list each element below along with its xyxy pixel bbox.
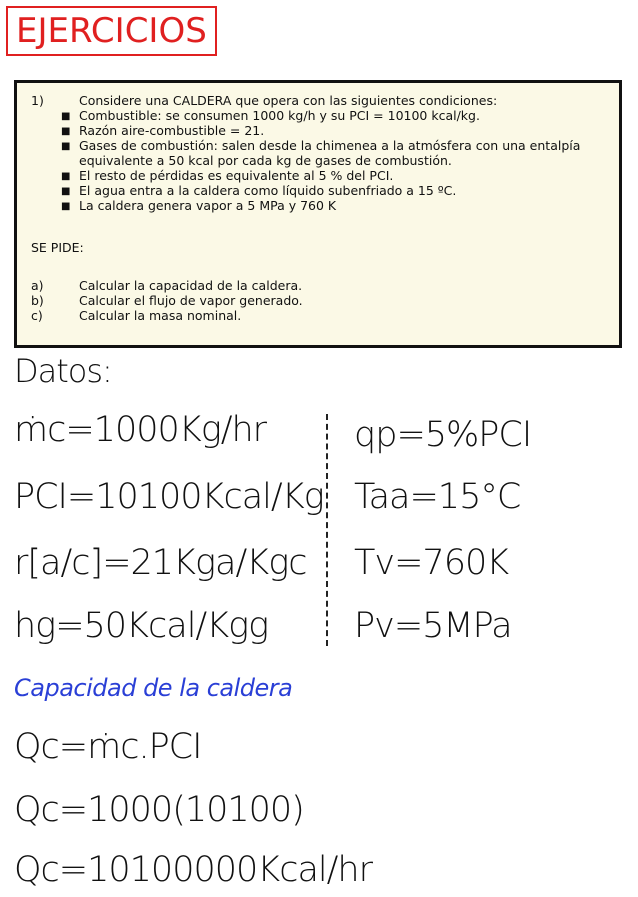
- condition-item-continued: equivalente a 50 kcal por cada kg de gases de combustión.: [79, 153, 452, 168]
- se-pide-label: SE PIDE:: [31, 240, 84, 255]
- equation-2: Qc=1000(10100): [14, 790, 304, 830]
- equation-1: Qc=ṁc.PCI: [14, 727, 202, 767]
- problem-intro: Considere una CALDERA que opera con las siguientes condiciones:: [79, 93, 498, 108]
- equation-3: Qc=10100000Kcal/hr: [14, 850, 372, 890]
- column-divider: [326, 414, 328, 646]
- condition-item: La caldera genera vapor a 5 MPa y 760 K: [79, 198, 337, 213]
- data-mc: ṁc=1000Kg/hr: [14, 410, 267, 450]
- condition-item: Combustible: se consumen 1000 kg/h y su PCI = 10100 kcal/kg.: [79, 108, 480, 123]
- section-heading: Capacidad de la caldera: [14, 674, 293, 702]
- task-text: Calcular el flujo de vapor generado.: [79, 293, 303, 308]
- bullet-icon: ■: [61, 111, 71, 122]
- bullet-icon: ■: [61, 126, 71, 137]
- data-tv: Tv=760K: [354, 543, 509, 583]
- page-title: EJERCICIOS: [6, 6, 217, 56]
- problem-statement-box: [14, 80, 622, 348]
- task-text: Calcular la masa nominal.: [79, 308, 242, 323]
- bullet-icon: ■: [61, 201, 71, 212]
- bullet-icon: ■: [61, 171, 71, 182]
- condition-item: Razón aire-combustible = 21.: [79, 123, 265, 138]
- condition-item: Gases de combustión: salen desde la chimenea a la atmósfera con una entalpía: [79, 138, 581, 153]
- bullet-icon: ■: [61, 186, 71, 197]
- task-text: Calcular la capacidad de la caldera.: [79, 278, 303, 293]
- datos-label: Datos:: [14, 352, 112, 390]
- bullet-icon: ■: [61, 141, 71, 152]
- condition-item: El resto de pérdidas es equivalente al 5 % del PCI.: [79, 168, 394, 183]
- problem-number: 1): [31, 93, 44, 108]
- data-taa: Taa=15°C: [354, 477, 521, 517]
- task-label: c): [31, 308, 43, 323]
- data-pv: Pv=5MPa: [354, 606, 512, 646]
- data-pci: PCI=10100Kcal/Kg: [14, 477, 324, 517]
- data-hg: hg=50Kcal/Kgg: [14, 606, 269, 646]
- task-label: a): [31, 278, 44, 293]
- task-label: b): [31, 293, 44, 308]
- data-air-fuel-ratio: r[a/c]=21Kga/Kgc: [14, 543, 307, 583]
- condition-item: El agua entra a la caldera como líquido subenfriado a 15 ºC.: [79, 183, 457, 198]
- data-qp: qp=5%PCI: [354, 415, 532, 455]
